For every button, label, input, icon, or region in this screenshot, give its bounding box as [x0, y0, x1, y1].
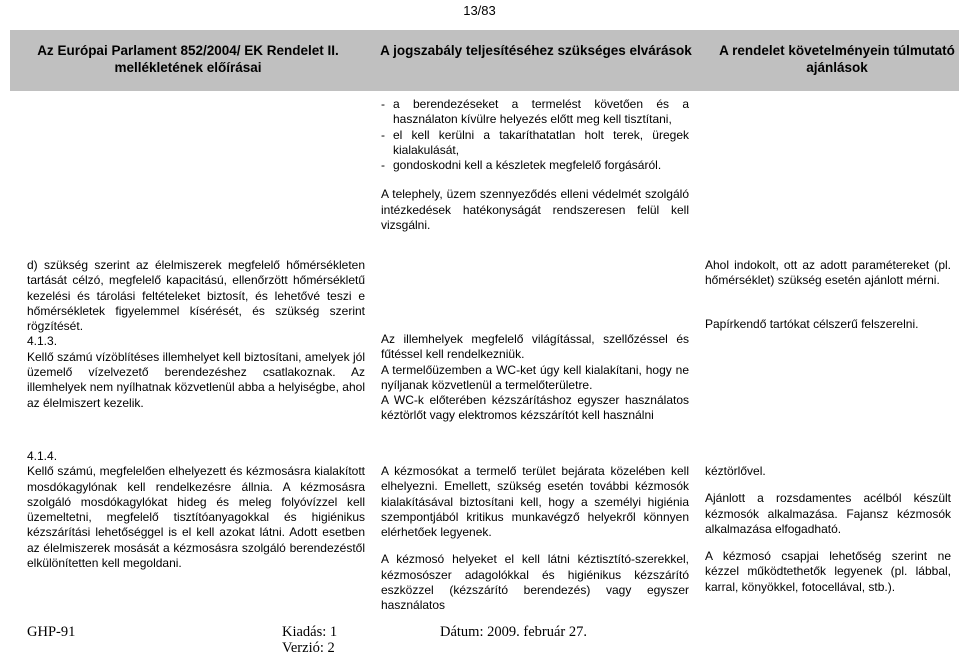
- header-col-regulation: Az Európai Parlament 852/2004/ EK Rendelet II. mellékletének előírásai: [37, 43, 339, 75]
- paragraph: A telephely, üzem szennyeződés elleni védelmét szolgáló intézkedések hatékonyságát rendszeresen felül kell vizsgálni.: [381, 187, 689, 233]
- paragraph: Ajánlott a rozsdamentes acélból készült kézmosók alkalmazása. Fajansz kézmosók alkalmazása elfogadható.: [705, 491, 951, 536]
- table-header: [10, 30, 959, 91]
- row3-regulation: [27, 449, 365, 571]
- list-item: - a berendezéseket a termelést követően és a használaton kívülre helyezés előtt meg kell tisztítani,: [381, 97, 689, 127]
- list-item: - el kell kerülni a takaríthatatlan holt terek, üregek kialakulását,: [381, 127, 689, 157]
- paragraph: A termelőüzemben a WC-ket úgy kell kialakítani, hogy ne nyíljanak közvetlenül a termelőterületre.: [381, 362, 689, 392]
- row3-recommendations: [705, 464, 951, 595]
- paragraph: Papírkendő tartókat célszerű felszerelni.: [705, 316, 919, 331]
- paragraph: Kellő számú, megfelelően elhelyezett és kézmosásra kialakított mosdókagylónak kell rendelkezésre állnia. A kézmosásra szolgáló mosdókagylókat hideg és meleg folyóvízzel kell üzemeltetni, megfelelő tisztítóanyagokkal és higiénikus kézszárítási lehetőséggel is el kell azokat látni. Adott esetben az élelmiszerek mosását a kézmosásra szolgáló berendezéstől elkülönítetten kell megoldani.: [27, 464, 365, 571]
- section-number: 4.1.3.: [27, 334, 58, 349]
- row2-requirements: [381, 332, 689, 424]
- paragraph: Az illemhelyek megfelelő világítással, szellőzéssel és fűtéssel kell rendelkezniük.: [381, 332, 689, 362]
- row3-requirements: [381, 464, 689, 614]
- paragraph: A kézmosókat a termelő terület bejárata közelében kell elhelyezni. Emellett, szükség esetén további kézmosók kialakításával biztosítani kell, hogy a személyi higiénia szempontjából kritikus munkavégző helyekről könnyen elérhetőek legyenek.: [381, 464, 689, 540]
- footer-version: Verzió: 2: [282, 640, 335, 655]
- header-col-requirements: A jogszabály teljesítéséhez szükséges elvárások: [380, 43, 692, 58]
- row1-requirements: [381, 97, 689, 233]
- footer-date: Dátum: 2009. február 27.: [440, 624, 587, 640]
- footer-edition: Kiadás: 1: [282, 624, 338, 640]
- list-item: - gondoskodni kell a készletek megfelelő forgásáról.: [381, 158, 662, 173]
- page-number: 13/83: [463, 3, 496, 18]
- footer-code: GHP-91: [27, 624, 76, 640]
- paragraph: A kézmosó csapjai lehetőség szerint ne kézzel működtethetők legyenek (pl. lábbal, karral, könyökkel, fotocellával, stb.).: [705, 549, 951, 594]
- paragraph: Ahol indokolt, ott az adott paramétereket (pl. hőmérséklet) szükség esetén ajánlott mérni.: [705, 258, 951, 288]
- paragraph: d) szükség szerint az élelmiszerek megfelelő hőmérsékleten tartását célzó, megfelelő kapacitású, ellenőrzött hőmérsékletű kezelési és tárolási feltételeket biztosít, és lehetővé teszi e hőmérsékletek figyelemmel kísérését, és szükség szerint rögzítését.: [27, 258, 365, 334]
- row2-recommendations: [705, 258, 951, 332]
- paragraph: kéztörlővel.: [705, 464, 766, 478]
- paragraph: Kellő számú vízöblítéses illemhelyet kell biztosítani, amelyek jól üzemelő vízelvezető berendezéshez csatlakoznak. Az illemhelyek nem nyílhatnak közvetlenül abba a helyiségbe, ahol az élelmiszert kezelik.: [27, 349, 365, 410]
- section-number: 4.1.4.: [27, 449, 58, 463]
- row2-regulation: [27, 258, 365, 411]
- paragraph: A kézmosó helyeket el kell látni kéztisztító-szerekkel, kézmosószer adagolókkal és higiénikus kézszárító eszközzel (kézszárító berendezés) vagy egyszer használatos: [381, 552, 689, 613]
- header-col-recommendations: A rendelet követelményein túlmutató ajánlások: [719, 43, 955, 75]
- paragraph: A WC-k előterében kézszárításhoz egyszer használatos kéztörlőt vagy elektromos kézszárítót kell használni: [381, 393, 689, 423]
